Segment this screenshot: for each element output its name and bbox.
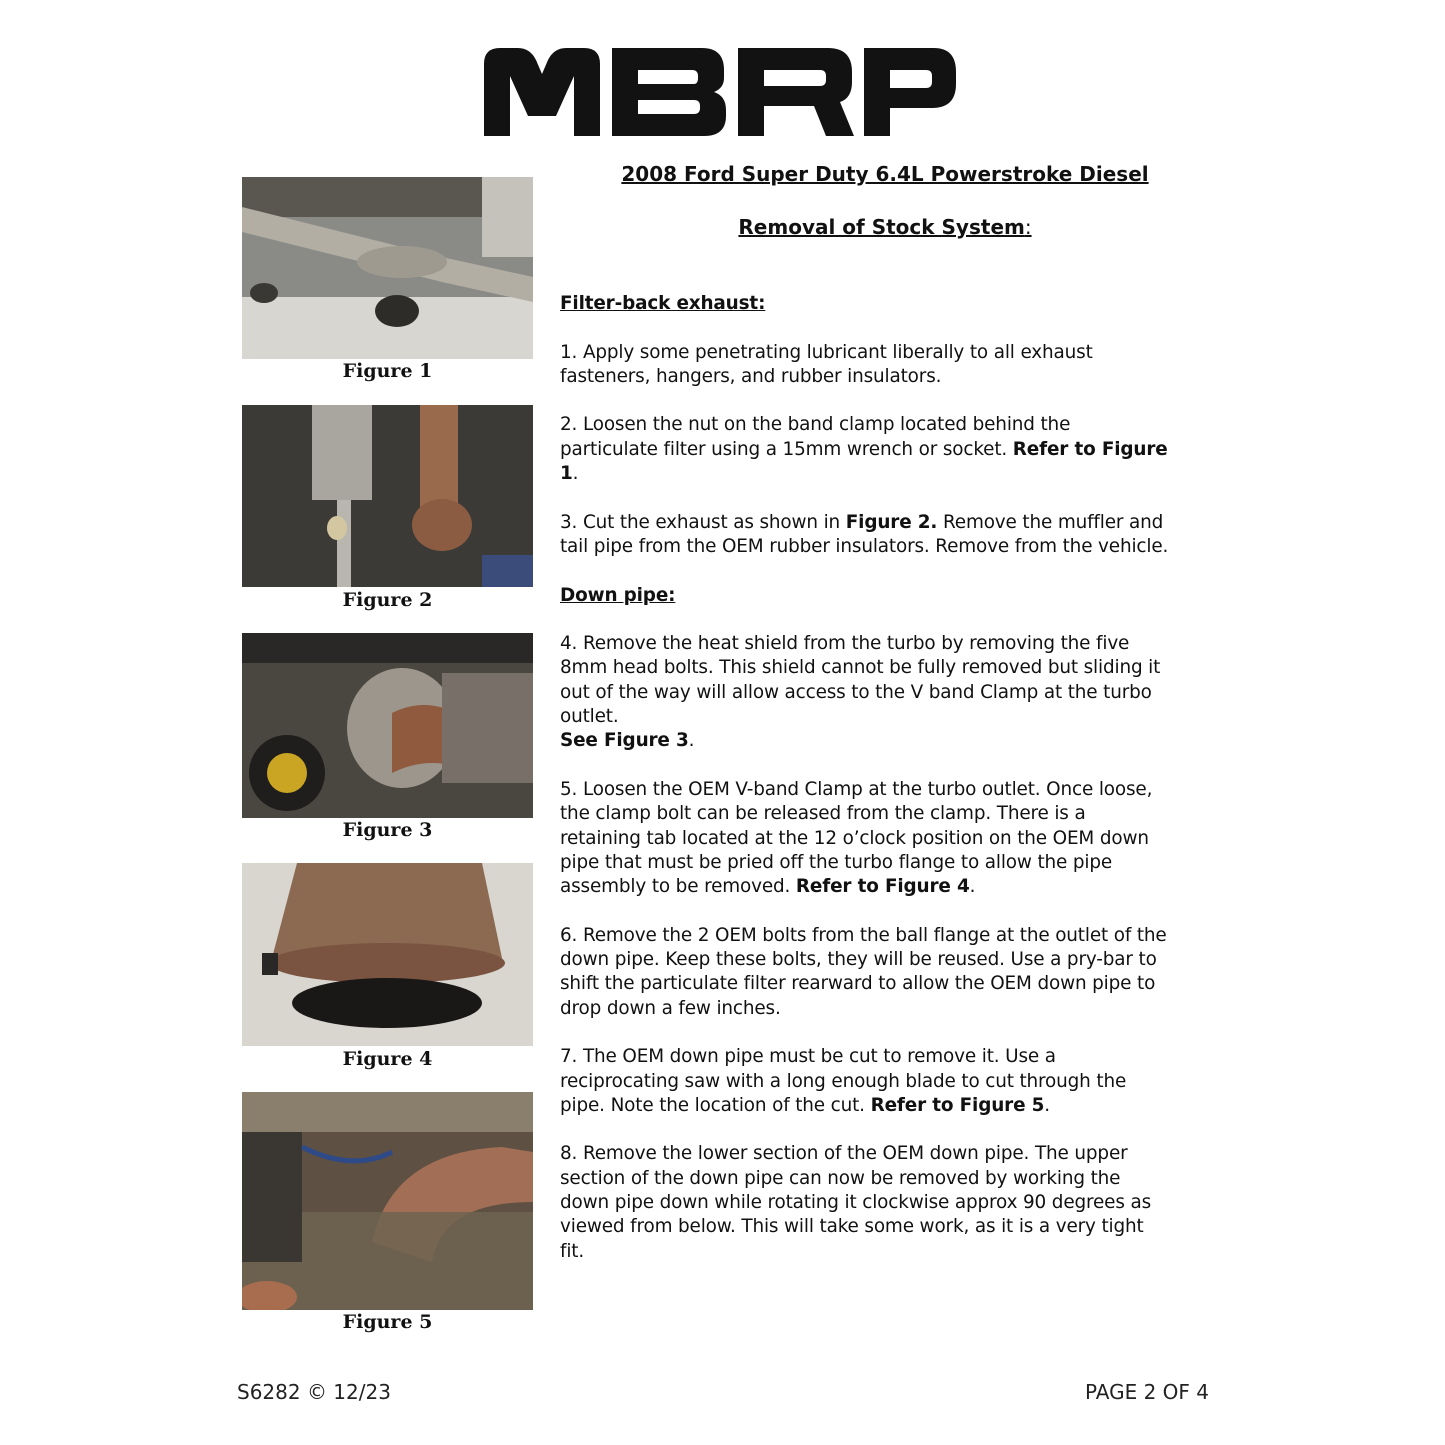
- step-5: [560, 778, 1170, 899]
- figure-1-caption: Figure 1: [342, 360, 433, 382]
- figure-1-photo: [242, 177, 533, 359]
- heading-down-pipe: Down pipe:: [560, 584, 676, 606]
- step-4-text: 4. Remove the heat shield from the turbo by removing the five 8mm head bolts. This shield cannot be fully removed but sliding it out of the way will allow access to the V band Clamp at the turbo outlet.: [560, 633, 1161, 728]
- document-title: 2008 Ford Super Duty 6.4L Powerstroke Diesel: [621, 162, 1149, 186]
- mbrp-logo: [480, 42, 960, 140]
- step-5-period: .: [969, 876, 976, 898]
- figure-5-caption: Figure 5: [342, 1311, 433, 1333]
- figure-3-photo: [242, 633, 533, 818]
- document-code: S6282 © 12/23: [237, 1380, 391, 1404]
- step-2-period: .: [572, 463, 579, 485]
- heading-filter-back: Filter-back exhaust:: [560, 293, 766, 314]
- step-5-ref: Refer to Figure 4: [795, 876, 970, 898]
- figure-2-caption: Figure 2: [342, 589, 433, 611]
- step-7-ref: Refer to Figure 5: [870, 1094, 1045, 1116]
- step-2-text: 2. Loosen the nut on the band clamp located behind the particulate filter using a 15mm wrench or socket.: [560, 414, 1071, 460]
- step-3: [560, 511, 1170, 560]
- step-3-ref: Figure 2.: [845, 511, 938, 533]
- step-7-text: 7. The OEM down pipe must be cut to remove it. Use a reciprocating saw with a long enough blade to cut through the pipe. Note the location of the cut.: [560, 1046, 1127, 1116]
- figure-4-photo: [242, 863, 533, 1046]
- step-8: 8. Remove the lower section of the OEM down pipe. The upper section of the down pipe can now be removed by working the down pipe down while rotating it clockwise approx 90 degrees as viewed from below. This will take some work, as it is a very tight fit.: [560, 1143, 1152, 1262]
- figure-2-photo: [242, 405, 533, 587]
- step-3-post: Remove the muffler and tail pipe from the OEM rubber insulators. Remove from the vehicle.: [560, 511, 1169, 557]
- step-4-ref: See Figure 3: [560, 730, 689, 752]
- step-2: [560, 413, 1170, 486]
- step-3-pre: 3. Cut the exhaust as shown in: [560, 511, 846, 533]
- instructions: [560, 292, 1170, 1288]
- section-title-text: Removal of Stock System: [738, 215, 1025, 239]
- figure-5-photo: [242, 1092, 533, 1310]
- step-1: 1. Apply some penetrating lubricant liberally to all exhaust fasteners, hangers, and rubber insulators.: [560, 341, 1093, 387]
- step-7-period: .: [1044, 1094, 1050, 1116]
- step-6: 6. Remove the 2 OEM bolts from the ball flange at the outlet of the down pipe. Keep these bolts, they will be reused. Use a pry-bar to shift the particulate filter rearward to allow the OEM down pipe to drop down a few inches.: [560, 924, 1167, 1019]
- step-2-ref: Refer to Figure 1: [560, 438, 1168, 485]
- section-title: [560, 215, 1210, 239]
- figure-3-caption: Figure 3: [342, 819, 433, 841]
- step-5-text: 5. Loosen the OEM V-band Clamp at the turbo outlet. Once loose, the clamp bolt can be released from the clamp. There is a retaining tab located at the 12 o’clock position on the OEM down pipe that must be pried off the turbo flange to allow the pipe assembly to be removed.: [560, 778, 1153, 898]
- section-title-colon: :: [1024, 215, 1032, 239]
- step-7: [560, 1045, 1170, 1118]
- page-number: PAGE 2 OF 4: [1084, 1380, 1209, 1404]
- step-4-period: .: [688, 730, 695, 752]
- step-4: [560, 632, 1170, 753]
- figure-4-caption: Figure 4: [342, 1048, 433, 1070]
